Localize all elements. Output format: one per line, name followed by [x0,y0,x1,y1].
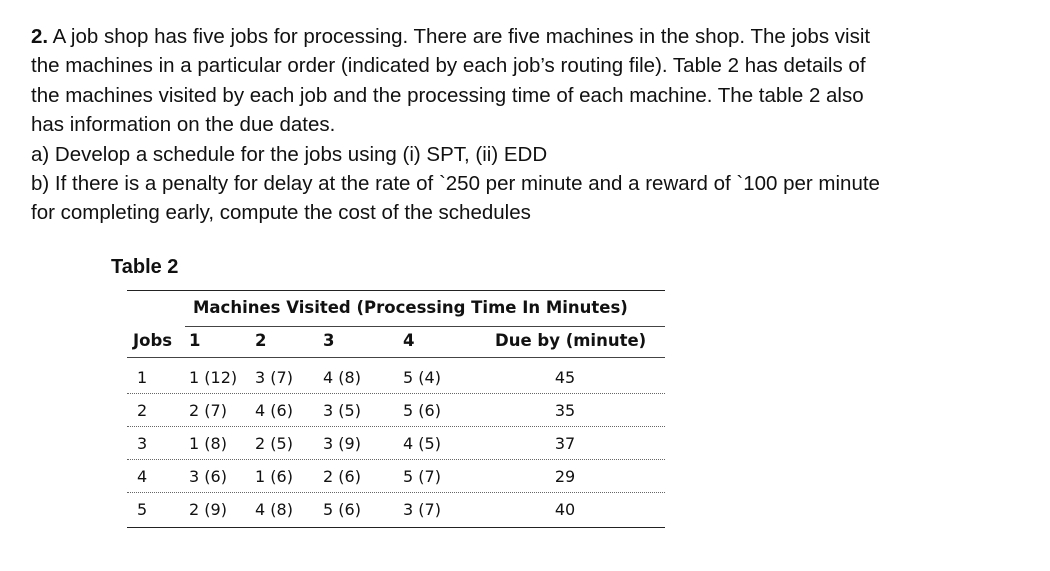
question-part-a: a) Develop a schedule for the jobs using (i) SPT, (ii) EDD [31,142,548,166]
header-col-jobs: Jobs [133,331,173,350]
table-cell-col-due: 37 [554,434,576,453]
table-caption: Table 2 [111,256,179,278]
table-cell-col-machine-4: 5 (7) [403,467,441,486]
row-separator [127,492,665,493]
question-part-b-line-1: b) If there is a penalty for delay at the rate of `250 per minute and a reward of `100 per minute [31,172,880,196]
table-cell-col-machine-3: 2 (6) [323,467,361,486]
table-cell-col-machine-1: 1 (8) [189,434,227,453]
row-separator [127,426,665,427]
header-bottom-rule [127,357,665,358]
table-cell-col-machine-4: 5 (4) [403,368,441,387]
table-cell-col-machine-4: 3 (7) [403,500,441,519]
table-bottom-rule [127,527,665,528]
header-col-due: Due by (minute) [495,331,647,350]
table-cell-col-machine-3: 4 (8) [323,368,361,387]
header-col-machine-4: 4 [403,331,415,350]
header-col-machine-2: 2 [255,331,267,350]
table-cell-col-machine-2: 2 (5) [255,434,293,453]
table-cell-col-machine-2: 4 (6) [255,401,293,420]
question-line-3: the machines visited by each job and the processing time of each machine. The table 2 also [31,83,864,107]
header-col-machine-3: 3 [323,331,335,350]
table-cell-col-machine-1: 1 (12) [189,368,238,387]
table-cell-col-jobs: 4 [137,467,148,486]
table-cell-col-jobs: 1 [137,368,148,387]
table-cell-col-machine-4: 4 (5) [403,434,441,453]
table-cell-col-due: 35 [554,401,576,420]
table-cell-col-due: 40 [554,500,576,519]
table-cell-col-jobs: 3 [137,434,148,453]
table-cell-col-machine-2: 4 (8) [255,500,293,519]
table-cell-col-due: 45 [554,368,576,387]
table-cell-col-machine-3: 3 (5) [323,401,361,420]
table-top-rule [127,290,665,291]
table-cell-col-machine-2: 1 (6) [255,467,293,486]
table-cell-col-due: 29 [554,467,576,486]
table-cell-col-machine-1: 3 (6) [189,467,227,486]
table-cell-col-machine-1: 2 (7) [189,401,227,420]
table-cell-col-machine-3: 3 (9) [323,434,361,453]
question-line-1-text: A job shop has five jobs for processing. There are five machines in the shop. The jobs visit [48,25,871,48]
question-text [31,22,991,228]
table-cell-col-machine-4: 5 (6) [403,401,441,420]
question-part-b-line-2: for completing early, compute the cost of the schedules [31,201,531,225]
row-separator [127,393,665,394]
span-header-rule [185,326,665,327]
question-line-2: the machines in a particular order (indicated by each job’s routing file). Table 2 has details of [31,54,866,78]
machines-visited-header: Machines Visited (Processing Time In Minutes) [193,298,628,317]
table-cell-col-machine-2: 3 (7) [255,368,293,387]
table-cell-col-jobs: 5 [137,500,148,519]
header-col-machine-1: 1 [189,331,201,350]
table-cell-col-machine-1: 2 (9) [189,500,227,519]
table-cell-col-jobs: 2 [137,401,148,420]
row-separator [127,459,665,460]
question-line-1 [31,22,991,51]
table-cell-col-machine-3: 5 (6) [323,500,361,519]
question-number: 2. [31,25,49,48]
question-line-4: has information on the due dates. [31,113,336,137]
routing-table [127,290,665,528]
